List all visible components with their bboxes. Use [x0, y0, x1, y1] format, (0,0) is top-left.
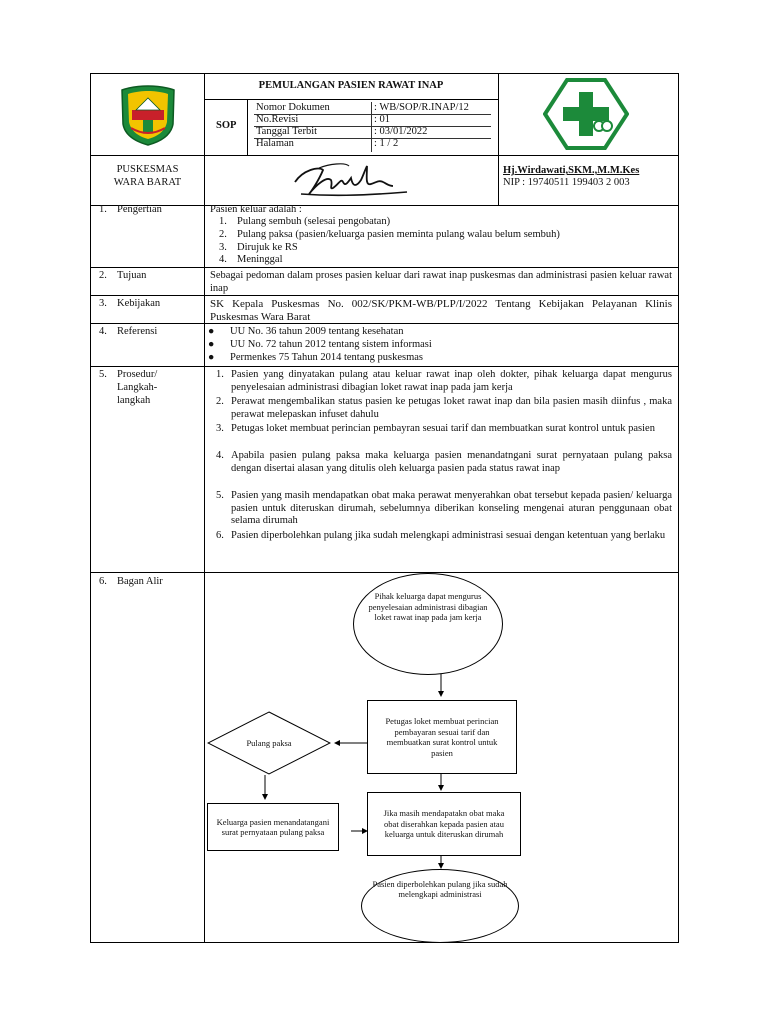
procedure-step-1: Pasien yang dinyatakan pulang atau keluar rawat inap oleh dokter, pihak keluarga dapat mengurus penyelesaian administrasi dibagian loket rawat inap pada jam kerja — [231, 369, 672, 393]
referensi-item-1: UU No. 36 tahun 2009 tentang kesehatan — [230, 326, 404, 337]
pengertian-item-1: Pulang sembuh (selesai pengobatan) — [237, 216, 391, 227]
flowchart-decision-text: Pulang paksa — [246, 737, 292, 748]
meta-label-revisi: No.Revisi — [256, 114, 299, 125]
pengertian-intro: Pasien keluar adalah : — [210, 204, 302, 215]
kebijakan-text: SK Kepala Puskesmas No. 002/SK/PKM-WB/PLP/I/2022 Tentang Kebijakan Pelayanan Klinis Puskesmas Wara Barat — [210, 298, 672, 323]
section-3-label: Kebijakan — [117, 298, 161, 309]
flowchart-petugas-text: Petugas loket membuat perincian pembayaran sesuai tarif dan membuatkan surat kontrol untuk pasien — [385, 716, 499, 758]
referensi-item-2: UU No. 72 tahun 2012 tentang sistem informasi — [230, 339, 432, 350]
step-num-5: 5. — [216, 490, 224, 501]
title-row-divider — [204, 99, 498, 100]
org-name-line2: WARA BARAT — [113, 177, 182, 188]
puskesmas-logo-icon — [543, 78, 629, 150]
procedure-step-4: Apabila pasien pulang paksa maka keluarga pasien menandatngani surat pernyataan pulang paksa dengan disertai alasan yang ditulis oleh keluarga pasien pada status rawat inap — [231, 450, 672, 474]
meta-value-tanggal: : 03/01/2022 — [374, 126, 428, 137]
sop-label-divider — [247, 99, 248, 155]
bullet-icon: ● — [208, 339, 215, 350]
meta-value-halaman: : 1 / 2 — [374, 138, 399, 149]
section-1-label: Pengertian — [117, 204, 162, 215]
signature-image — [289, 158, 414, 202]
section-3-number: 3. — [99, 298, 107, 309]
org-name-line1: PUSKESMAS — [116, 164, 179, 175]
procedure-step-3: Petugas loket membuat perincian pembayran sesuai tarif dan membuatkan surat kontrol untuk pasien — [231, 423, 655, 434]
meta-label-nomor: Nomor Dokumen — [256, 102, 330, 113]
section-2-number: 2. — [99, 270, 107, 281]
flowchart-obat-box — [367, 792, 521, 856]
step-num-1: 1. — [216, 369, 224, 380]
section-4-label: Referensi — [117, 326, 158, 337]
step-num-3: 3. — [216, 423, 224, 434]
section-5-label-3: langkah — [117, 395, 151, 406]
flowchart-decision-diamond — [207, 711, 331, 775]
sop-document — [90, 73, 679, 943]
section-6-number: 6. — [99, 576, 107, 587]
pengertian-num-2: 2. — [219, 229, 227, 240]
signer-nip: NIP : 19740511 199403 2 003 — [503, 177, 630, 188]
flowchart-obat-text: Jika masih mendapatakn obat maka obat diserahkan kepada pasien atau keluarga untuk diteruskan dirumah — [383, 808, 505, 840]
sop-label: SOP — [216, 120, 237, 131]
flowchart-keluarga-text: Keluarga pasien menandatangani surat pernyataan pulang paksa — [216, 816, 330, 837]
meta-value-revisi: : 01 — [374, 114, 391, 125]
procedure-step-2: Perawat mengembalikan status pasien ke petugas loket rawat inap dan bila pasien masih diinfus , maka perawat melepaskan infuset dahulu — [231, 396, 672, 420]
pengertian-item-2: Pulang paksa (pasien/keluarga pasien meminta pulang walau belum sembuh) — [237, 229, 560, 240]
section-5-label-2: Langkah- — [117, 382, 158, 393]
section-5-number: 5. — [99, 369, 107, 380]
row-divider-2 — [91, 295, 679, 296]
meta-label-tanggal: Tanggal Terbit — [256, 126, 318, 137]
meta-col-line — [371, 102, 372, 152]
flowchart-end-oval — [361, 869, 519, 943]
section-1-number: 1. — [99, 204, 107, 215]
referensi-item-3: Permenkes 75 Tahun 2014 tentang puskesmas — [230, 352, 423, 363]
flowchart-start-oval — [353, 573, 503, 675]
step-num-2: 2. — [216, 396, 224, 407]
row-divider-1 — [91, 267, 679, 268]
flowchart-keluarga-box — [207, 803, 339, 851]
document-title: PEMULANGAN PASIEN RAWAT INAP — [258, 80, 444, 91]
bullet-icon: ● — [208, 352, 215, 363]
section-2-label: Tujuan — [117, 270, 147, 281]
signer-name: Hj.Wirdawati,SKM.,M.M.Kes — [503, 165, 640, 176]
flowchart-petugas-box — [367, 700, 517, 774]
header-bottom-divider — [91, 205, 679, 206]
header-right-divider — [498, 74, 499, 205]
flowchart-start-text: Pihak keluarga dapat mengurus penyelesaian administrasi dibagian loket rawat inap pada jam kerja — [368, 591, 488, 623]
pengertian-num-3: 3. — [219, 242, 227, 253]
section-5-label-1: Prosedur/ — [117, 369, 158, 380]
tujuan-text: Sebagai pedoman dalam proses pasien keluar dari rawat inap puskesmas dan administrasi pasien keluar rawat inap — [210, 270, 672, 294]
row-divider-4 — [91, 366, 679, 367]
meta-label-halaman: Halaman — [256, 138, 294, 149]
step-num-4: 4. — [216, 450, 224, 461]
flowchart-end-text: Pasien diperbolehkan pulang jika sudah melengkapi administrasi — [372, 878, 508, 899]
step-num-6: 6. — [216, 530, 224, 541]
pengertian-item-4: Meninggal — [237, 254, 283, 265]
pengertian-item-3: Dirujuk ke RS — [237, 242, 298, 253]
procedure-step-6: Pasien diperbolehkan pulang jika sudah melengkapi administrasi sesuai dengan ketentuan yang berlaku — [231, 530, 666, 541]
regency-logo-icon — [119, 84, 177, 146]
section-4-number: 4. — [99, 326, 107, 337]
bullet-icon: ● — [208, 326, 215, 337]
section-6-label: Bagan Alir — [117, 576, 163, 587]
meta-value-nomor: : WB/SOP/R.INAP/12 — [374, 102, 469, 113]
header-mid-divider — [91, 155, 679, 156]
pengertian-num-1: 1. — [219, 216, 227, 227]
procedure-step-5: Pasien yang masih mendapatkan obat maka perawat menyerahkan obat tersebut kepada pasien/ keluarga pasien untuk diteruskan dirumah, sebelumnya diberikan konseling mengenai aturan penggunaan obat selama dirumah — [231, 490, 672, 526]
pengertian-num-4: 4. — [219, 254, 227, 265]
